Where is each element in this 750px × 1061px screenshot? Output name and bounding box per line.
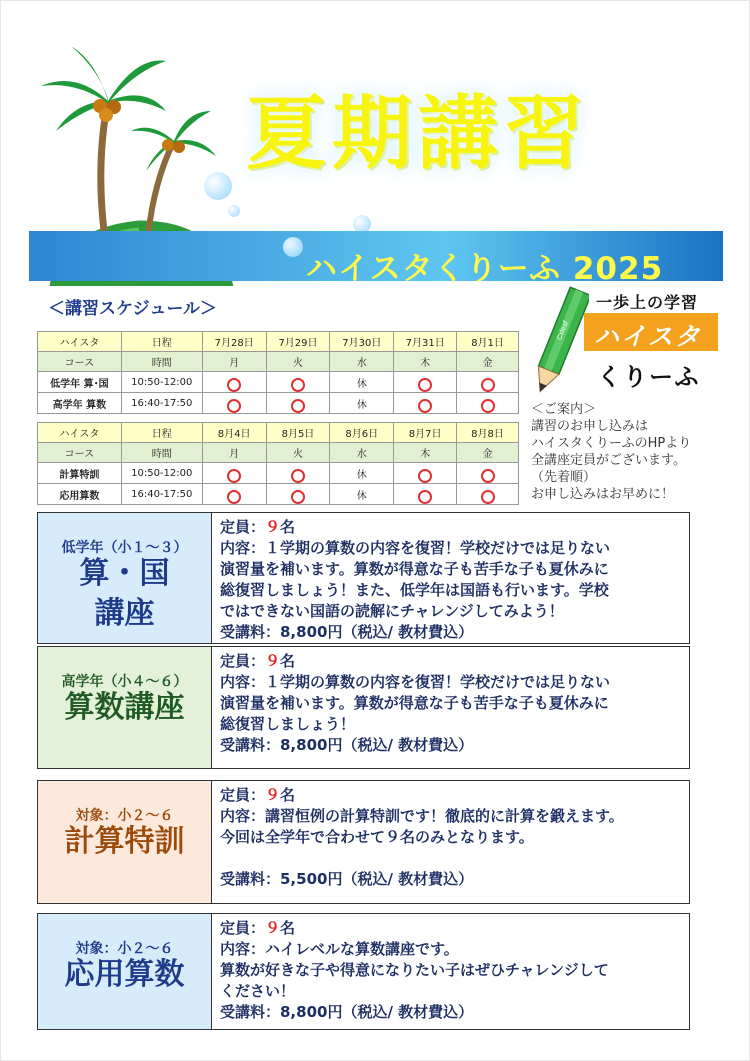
table-row xyxy=(38,372,519,393)
table-row xyxy=(38,443,519,463)
table-cell: 8月4日 xyxy=(202,423,266,443)
open-circle-icon xyxy=(418,490,432,504)
capacity-label: 定員： xyxy=(220,652,266,670)
table-cell xyxy=(394,393,457,414)
table-cell: 7月28日 xyxy=(202,332,266,352)
capacity-unit: 名 xyxy=(280,919,296,937)
course-description-line xyxy=(220,848,685,869)
brand-name-top: ハイスタ xyxy=(594,322,702,351)
table-cell: 低学年 算･国 xyxy=(38,372,122,393)
table-row xyxy=(38,463,519,484)
table-cell: 10:50-12:00 xyxy=(121,463,202,484)
table-cell: コース xyxy=(38,443,122,463)
open-circle-icon xyxy=(227,490,241,504)
table-cell xyxy=(394,484,457,505)
open-circle-icon xyxy=(227,378,241,392)
table-cell: 日程 xyxy=(121,423,202,443)
open-circle-icon xyxy=(227,469,241,483)
table-cell: 休 xyxy=(330,463,394,484)
course-fee: 受講料：5,500円（税込/ 教材費込） xyxy=(220,870,474,888)
table-cell: 8月5日 xyxy=(266,423,330,443)
table-cell xyxy=(202,463,266,484)
open-circle-icon xyxy=(418,378,432,392)
open-circle-icon xyxy=(291,399,305,413)
capacity-label: 定員： xyxy=(220,518,266,536)
course-description-line: 今回は全学年で合わせて９名のみとなります。 xyxy=(220,828,534,846)
open-circle-icon xyxy=(291,490,305,504)
course-target: 低学年（小１～３） xyxy=(61,540,188,556)
capacity-value: ９ xyxy=(265,919,281,937)
capacity-line xyxy=(220,785,685,806)
table-cell: 高学年 算数 xyxy=(38,393,122,414)
course-box xyxy=(37,646,690,769)
course-target: 高学年（小４～６） xyxy=(61,674,188,690)
table-cell: 応用算数 xyxy=(38,484,122,505)
table-cell: 金 xyxy=(457,443,519,463)
course-name: 算・国 xyxy=(79,556,170,591)
table-cell xyxy=(457,372,519,393)
course-description-line: 総復習しましょう！ xyxy=(220,715,356,733)
open-circle-icon xyxy=(418,399,432,413)
table-cell xyxy=(457,463,519,484)
banner-text: ハイスタくりーふ 2025 xyxy=(306,251,664,287)
course-description-line: 内容：ハイレベルな算数講座です。 xyxy=(220,940,459,958)
capacity-unit: 名 xyxy=(280,518,296,536)
table-cell: コース xyxy=(38,352,122,372)
table-cell xyxy=(266,372,330,393)
bubble-decoration xyxy=(228,205,240,217)
capacity-value: ９ xyxy=(265,786,281,804)
table-cell: 日程 xyxy=(121,332,202,352)
table-cell: 計算特訓 xyxy=(38,463,122,484)
table-cell: 16:40-17:50 xyxy=(121,393,202,414)
table-cell: 時間 xyxy=(121,443,202,463)
table-cell: 水 xyxy=(330,443,394,463)
course-label-panel xyxy=(38,781,212,903)
schedule-table-1 xyxy=(37,331,519,414)
course-target: 対象：小２～６ xyxy=(75,808,174,824)
capacity-value: ９ xyxy=(265,652,281,670)
course-label-panel xyxy=(38,647,212,768)
open-circle-icon xyxy=(481,399,495,413)
table-cell xyxy=(202,484,266,505)
capacity-label: 定員： xyxy=(220,919,266,937)
table-cell: 金 xyxy=(457,352,519,372)
table-cell: 8月1日 xyxy=(457,332,519,352)
course-description-line: 内容：１学期の算数の内容を復習！学校だけでは足りない xyxy=(220,539,611,557)
course-description-line: 演習量を補います。算数が得意な子も苦手な子も夏休みに xyxy=(220,560,609,578)
course-name-line2: 講座 xyxy=(94,596,155,631)
table-cell: 休 xyxy=(330,393,394,414)
course-box xyxy=(37,780,690,904)
table-cell xyxy=(266,484,330,505)
course-details xyxy=(220,785,685,890)
open-circle-icon xyxy=(481,378,495,392)
course-label-panel xyxy=(38,513,212,643)
brand-tagline: 一歩上の学習 xyxy=(596,293,699,312)
table-cell: 水 xyxy=(330,352,394,372)
capacity-line xyxy=(220,918,685,939)
table-cell: 休 xyxy=(330,372,394,393)
table-cell xyxy=(457,484,519,505)
table-row xyxy=(38,393,519,414)
table-cell: 10:50-12:00 xyxy=(121,372,202,393)
table-cell: 7月31日 xyxy=(394,332,457,352)
open-circle-icon xyxy=(227,399,241,413)
table-cell xyxy=(266,463,330,484)
course-description-line: 総復習しましょう！また、低学年は国語も行います。学校 xyxy=(220,581,609,599)
course-fee: 受講料：8,800円（税込/ 教材費込） xyxy=(220,736,474,754)
course-description-line: 演習量を補います。算数が得意な子も苦手な子も夏休みに xyxy=(220,694,609,712)
table-cell: 8月6日 xyxy=(330,423,394,443)
open-circle-icon xyxy=(291,378,305,392)
table-cell: ハイスタ xyxy=(38,423,122,443)
table-row xyxy=(38,423,519,443)
table-row xyxy=(38,484,519,505)
course-fee: 受講料：8,800円（税込/ 教材費込） xyxy=(220,623,474,641)
course-description-line: 内容：講習恒例の計算特訓です！徹底的に計算を鍛えます。 xyxy=(220,807,624,825)
course-description-line: 内容：１学期の算数の内容を復習！学校だけでは足りない xyxy=(220,673,611,691)
table-cell: 火 xyxy=(266,443,330,463)
table-cell: 休 xyxy=(330,484,394,505)
course-name: 算数講座 xyxy=(64,690,185,725)
table-cell: 7月29日 xyxy=(266,332,330,352)
brand-name-box xyxy=(584,313,718,351)
table-cell: ハイスタ xyxy=(38,332,122,352)
course-fee: 受講料：8,800円（税込/ 教材費込） xyxy=(220,1003,474,1021)
table-cell: 16:40-17:50 xyxy=(121,484,202,505)
brand-name-bottom: くりーふ xyxy=(597,363,701,391)
table-cell xyxy=(202,372,266,393)
table-cell: 木 xyxy=(394,352,457,372)
course-details xyxy=(220,918,685,1023)
capacity-value: ９ xyxy=(265,518,281,536)
notice-text: ＜ご案内＞ 講習のお申し込みは ハイスタくりーふのHPより 全講座定員がございます。 （先着順） お申し込みはお早めに！ xyxy=(531,402,692,502)
table-row xyxy=(38,352,519,372)
table-cell xyxy=(202,393,266,414)
capacity-label: 定員： xyxy=(220,786,266,804)
capacity-line xyxy=(220,517,685,538)
open-circle-icon xyxy=(481,469,495,483)
open-circle-icon xyxy=(418,469,432,483)
table-cell xyxy=(457,393,519,414)
page-title: 夏期講習 xyxy=(246,87,590,180)
table-cell: 時間 xyxy=(121,352,202,372)
capacity-unit: 名 xyxy=(280,652,296,670)
capacity-unit: 名 xyxy=(280,786,296,804)
course-details xyxy=(220,517,685,643)
course-details xyxy=(220,651,685,756)
schedule-heading: ＜講習スケジュール＞ xyxy=(48,299,217,319)
open-circle-icon xyxy=(481,490,495,504)
schedule-table-2 xyxy=(37,422,519,505)
pencil-icon xyxy=(529,285,589,400)
table-row xyxy=(38,332,519,352)
table-cell xyxy=(394,463,457,484)
table-cell xyxy=(394,372,457,393)
course-label-panel xyxy=(38,914,212,1029)
table-cell xyxy=(266,393,330,414)
course-target: 対象：小２～６ xyxy=(75,941,174,957)
course-box xyxy=(37,913,690,1030)
course-description-line: ください！ xyxy=(220,982,296,1000)
course-name: 計算特訓 xyxy=(64,824,185,859)
palm-tree-illustration xyxy=(36,41,236,241)
capacity-line xyxy=(220,651,685,672)
open-circle-icon xyxy=(291,469,305,483)
pencil-label: Cxleaf xyxy=(556,320,570,342)
table-cell: 7月30日 xyxy=(330,332,394,352)
course-name: 応用算数 xyxy=(64,957,185,992)
table-cell: 火 xyxy=(266,352,330,372)
course-description-line: ではできない国語の読解にチャレンジしてみよう！ xyxy=(220,602,564,620)
table-cell: 月 xyxy=(202,443,266,463)
bubble-decoration xyxy=(283,237,303,257)
bubble-decoration xyxy=(204,172,232,200)
table-cell: 8月7日 xyxy=(394,423,457,443)
table-cell: 木 xyxy=(394,443,457,463)
table-cell: 8月8日 xyxy=(457,423,519,443)
table-cell: 月 xyxy=(202,352,266,372)
course-box xyxy=(37,512,690,644)
course-description-line: 算数が好きな子や得意になりたい子はぜひチャレンジして xyxy=(220,961,609,979)
